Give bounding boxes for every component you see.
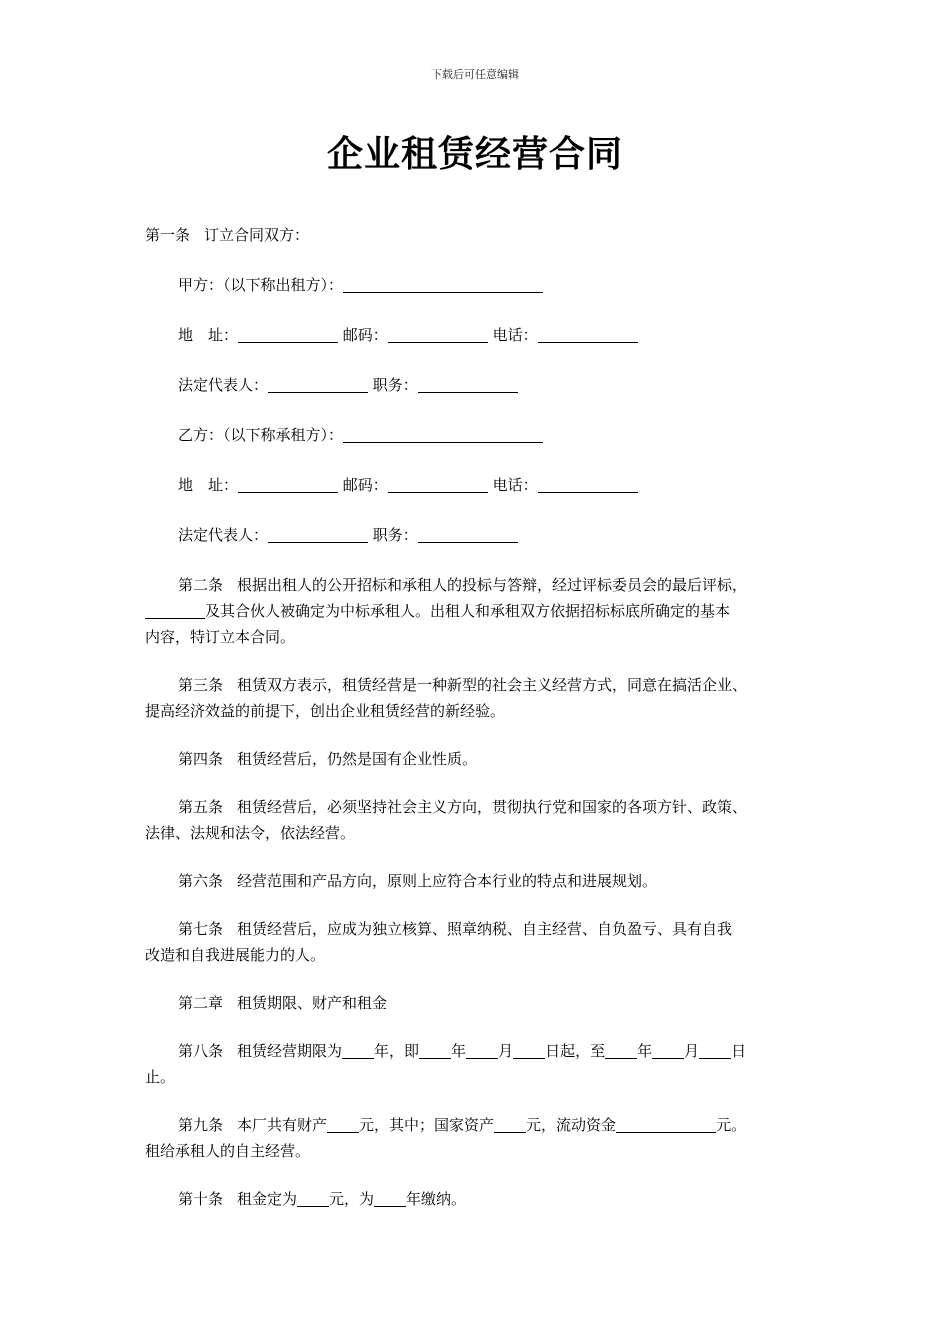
party-a-label: 甲方：（以下称出租方）： <box>178 276 344 294</box>
article-10 <box>145 1186 825 1212</box>
zip-blank <box>388 476 488 493</box>
address-blank <box>238 326 338 343</box>
article-3-line-1 <box>145 672 825 698</box>
end-day-blank <box>699 1042 731 1059</box>
article-text: 元，为 <box>329 1190 375 1208</box>
article-2-line-1 <box>145 572 825 598</box>
party-a-blank <box>343 276 543 293</box>
rep-label: 法定代表人： <box>178 376 269 394</box>
phone-label: 电话： <box>492 326 538 344</box>
total-assets-blank <box>327 1116 359 1133</box>
party-b-rep-line <box>145 522 825 548</box>
article-7-line-1 <box>145 916 825 942</box>
article-text: 元，其中；国家资产 <box>359 1116 495 1134</box>
article-text: 租金定为 <box>237 1190 298 1208</box>
article-9 <box>145 1112 825 1164</box>
duty-label: 职务： <box>372 526 418 544</box>
article-4 <box>145 746 825 772</box>
article-text: 本厂共有财产 <box>237 1116 328 1134</box>
phone-blank <box>538 476 638 493</box>
address-blank <box>238 476 338 493</box>
article-text: 租赁双方表示，租赁经营是一种新型的社会主义经营方式，同意在搞活企业、 <box>237 676 748 694</box>
article-label: 第四条 <box>178 750 224 768</box>
article-text: 年 <box>637 1042 653 1060</box>
article-3-line-2 <box>145 698 825 724</box>
party-b-label: 乙方：（以下称承租方）： <box>178 426 344 444</box>
rep-label: 法定代表人： <box>178 526 269 544</box>
article-label: 第七条 <box>178 920 224 938</box>
address-label: 地 址： <box>178 326 239 344</box>
duty-blank <box>418 376 518 393</box>
party-a-address-line <box>145 322 825 348</box>
article-text: 法律、法规和法令，依法经营。 <box>145 824 356 842</box>
party-b-address-line <box>145 472 825 498</box>
article-label: 第九条 <box>178 1116 224 1134</box>
article-2-line-2 <box>145 598 825 624</box>
article-text: 月 <box>684 1042 700 1060</box>
article-9-line-1 <box>145 1112 825 1138</box>
phone-label: 电话： <box>492 476 538 494</box>
article-text: 年缴纳。 <box>406 1190 467 1208</box>
rent-blank <box>297 1190 329 1207</box>
chapter-label: 第二章 <box>178 994 224 1012</box>
article-text: 租赁经营期限为 <box>237 1042 343 1060</box>
chapter-2-heading <box>145 990 825 1016</box>
contract-body <box>145 222 825 1212</box>
article-text: 月 <box>498 1042 514 1060</box>
chapter-text: 租赁期限、财产和租金 <box>237 994 388 1012</box>
article-1 <box>145 222 825 248</box>
zip-label: 邮码： <box>342 326 388 344</box>
article-text: 年，即 <box>374 1042 420 1060</box>
article-7 <box>145 916 825 968</box>
article-7-line-2 <box>145 942 825 968</box>
article-8-line-1 <box>145 1038 825 1064</box>
article-2 <box>145 572 825 650</box>
zip-blank <box>388 326 488 343</box>
duty-blank <box>418 526 518 543</box>
article-label: 第一条 <box>145 226 191 244</box>
article-text: 内容，特订立本合同。 <box>145 628 296 646</box>
phone-blank <box>538 326 638 343</box>
party-b-line <box>145 422 825 448</box>
header-note: 下载后可任意编辑 <box>431 68 519 81</box>
rent-period-blank <box>374 1190 406 1207</box>
article-2-line-3 <box>145 624 825 650</box>
article-text: 租赁经营后，仍然是国有企业性质。 <box>237 750 478 768</box>
article-5-line-1 <box>145 794 825 820</box>
state-assets-blank <box>494 1116 526 1133</box>
article-text: 元。 <box>716 1116 747 1134</box>
party-b-blank <box>343 426 543 443</box>
article-3 <box>145 672 825 724</box>
article-label: 第十条 <box>178 1190 224 1208</box>
years-blank <box>342 1042 374 1059</box>
article-5 <box>145 794 825 846</box>
article-text: 及其合伙人被确定为中标承租人。出租人和承租双方依据招标标底所确定的基本 <box>205 602 731 620</box>
winner-blank <box>145 602 205 619</box>
article-label: 第五条 <box>178 798 224 816</box>
start-year-blank <box>419 1042 451 1059</box>
end-year-blank <box>605 1042 637 1059</box>
duty-label: 职务： <box>372 376 418 394</box>
page-title: 企业租赁经营合同 <box>326 133 623 175</box>
start-month-blank <box>466 1042 498 1059</box>
article-8-line-2 <box>145 1064 825 1090</box>
party-a-line <box>145 272 825 298</box>
article-text: 年 <box>451 1042 467 1060</box>
article-8 <box>145 1038 825 1090</box>
rep-blank <box>268 526 368 543</box>
article-text: 元，流动资金 <box>526 1116 617 1134</box>
article-text: 提高经济效益的前提下，创出企业租赁经营的新经验。 <box>145 702 506 720</box>
article-text: 止。 <box>145 1068 176 1086</box>
article-text: 租给承租人的自主经营。 <box>145 1142 311 1160</box>
article-text: 日 <box>731 1042 747 1060</box>
article-text: 租赁经营后，应成为独立核算、照章纳税、自主经营、自负盈亏、具有自我 <box>237 920 733 938</box>
working-capital-blank <box>616 1116 716 1133</box>
article-6 <box>145 868 825 894</box>
article-text: 根据出租人的公开招标和承租人的投标与答辩，经过评标委员会的最后评标， <box>237 576 748 594</box>
article-text: 经营范围和产品方向，原则上应符合本行业的特点和进展规划。 <box>237 872 658 890</box>
rep-blank <box>268 376 368 393</box>
end-month-blank <box>652 1042 684 1059</box>
article-label: 第八条 <box>178 1042 224 1060</box>
article-9-line-2 <box>145 1138 825 1164</box>
start-day-blank <box>513 1042 545 1059</box>
article-label: 第二条 <box>178 576 224 594</box>
article-text: 订立合同双方： <box>204 226 310 244</box>
address-label: 地 址： <box>178 476 239 494</box>
article-label: 第三条 <box>178 676 224 694</box>
party-a-rep-line <box>145 372 825 398</box>
article-label: 第六条 <box>178 872 224 890</box>
zip-label: 邮码： <box>342 476 388 494</box>
article-text: 租赁经营后，必须坚持社会主义方向，贯彻执行党和国家的各项方针、政策、 <box>237 798 748 816</box>
article-text: 日起，至 <box>545 1042 606 1060</box>
article-text: 改造和自我进展能力的人。 <box>145 946 326 964</box>
article-5-line-2 <box>145 820 825 846</box>
